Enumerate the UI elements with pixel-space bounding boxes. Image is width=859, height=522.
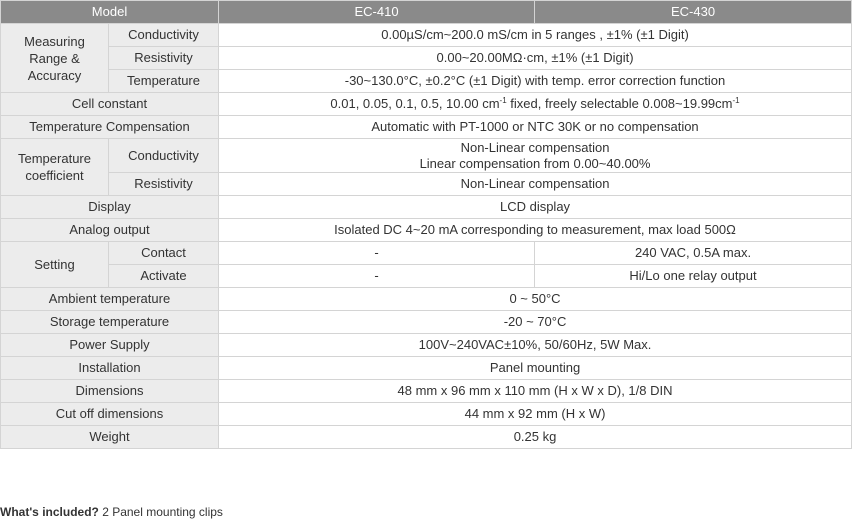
coef-conductivity-line2: Linear compensation from 0.00~40.00% [419, 155, 651, 171]
measuring-range-label: Measuring Range & Accuracy [1, 24, 109, 93]
activate-ec410: - [219, 265, 535, 288]
setting-label: Setting [1, 242, 109, 288]
conductivity-value: 0.00µS/cm~200.0 mS/cm in 5 ranges , ±1% (±1 Digit) [219, 24, 852, 47]
header-model: Model [1, 1, 219, 24]
resistivity-label: Resistivity [109, 47, 219, 70]
coef-conductivity-value [219, 139, 852, 173]
table-row [1, 403, 852, 426]
table-row [1, 311, 852, 334]
cell-constant-sup-a: -1 [499, 96, 507, 105]
table-row [1, 426, 852, 449]
display-value: LCD display [219, 196, 852, 219]
table-row [1, 196, 852, 219]
cell-constant-value [219, 93, 852, 116]
table-row [1, 288, 852, 311]
cell-constant-text-b: fixed, freely selectable 0.008~19.99cm [506, 96, 733, 111]
coef-conductivity-line1: Non-Linear compensation [460, 139, 610, 155]
activate-ec430: Hi/Lo one relay output [535, 265, 852, 288]
temp-coefficient-label: Temperature coefficient [1, 139, 109, 196]
cell-constant-sup-b: -1 [732, 96, 740, 105]
temperature-label: Temperature [109, 70, 219, 93]
header-ec410: EC-410 [219, 1, 535, 24]
table-row [1, 219, 852, 242]
table-row [1, 380, 852, 403]
resistivity-value: 0.00~20.00MΩ·cm, ±1% (±1 Digit) [219, 47, 852, 70]
dimensions-label: Dimensions [1, 380, 219, 403]
temp-compensation-label: Temperature Compensation [1, 116, 219, 139]
cell-constant-text-a: 0.01, 0.05, 0.1, 0.5, 10.00 cm [330, 96, 500, 111]
power-supply-value: 100V~240VAC±10%, 50/60Hz, 5W Max. [219, 334, 852, 357]
coef-resistivity-label: Resistivity [109, 173, 219, 196]
cutoff-dimensions-label: Cut off dimensions [1, 403, 219, 426]
ambient-temp-label: Ambient temperature [1, 288, 219, 311]
dimensions-value: 48 mm x 96 mm x 110 mm (H x W x D), 1/8 DIN [219, 380, 852, 403]
table-row [1, 173, 852, 196]
contact-ec410: - [219, 242, 535, 265]
table-row [1, 265, 852, 288]
whats-included-note [0, 505, 223, 519]
table-row [1, 242, 852, 265]
conductivity-label: Conductivity [109, 24, 219, 47]
activate-label: Activate [109, 265, 219, 288]
table-row [1, 139, 852, 173]
storage-temp-value: -20 ~ 70°C [219, 311, 852, 334]
temp-compensation-value: Automatic with PT-1000 or NTC 30K or no compensation [219, 116, 852, 139]
whats-included-text: 2 Panel mounting clips [98, 505, 223, 519]
storage-temp-label: Storage temperature [1, 311, 219, 334]
analog-output-label: Analog output [1, 219, 219, 242]
table-row [1, 116, 852, 139]
ambient-temp-value: 0 ~ 50°C [219, 288, 852, 311]
header-row [1, 1, 852, 24]
table-row [1, 334, 852, 357]
table-row [1, 24, 852, 47]
coef-conductivity-label: Conductivity [109, 139, 219, 173]
installation-label: Installation [1, 357, 219, 380]
coef-resistivity-value: Non-Linear compensation [219, 173, 852, 196]
weight-value: 0.25 kg [219, 426, 852, 449]
power-supply-label: Power Supply [1, 334, 219, 357]
header-ec430: EC-430 [535, 1, 852, 24]
table-row [1, 47, 852, 70]
temperature-value: -30~130.0°C, ±0.2°C (±1 Digit) with temp. error correction function [219, 70, 852, 93]
whats-included-heading: What's included? [0, 505, 99, 519]
table-row [1, 70, 852, 93]
display-label: Display [1, 196, 219, 219]
analog-output-value: Isolated DC 4~20 mA corresponding to measurement, max load 500Ω [219, 219, 852, 242]
cutoff-dimensions-value: 44 mm x 92 mm (H x W) [219, 403, 852, 426]
cell-constant-label: Cell constant [1, 93, 219, 116]
table-row [1, 93, 852, 116]
table-row [1, 357, 852, 380]
contact-ec430: 240 VAC, 0.5A max. [535, 242, 852, 265]
contact-label: Contact [109, 242, 219, 265]
installation-value: Panel mounting [219, 357, 852, 380]
weight-label: Weight [1, 426, 219, 449]
